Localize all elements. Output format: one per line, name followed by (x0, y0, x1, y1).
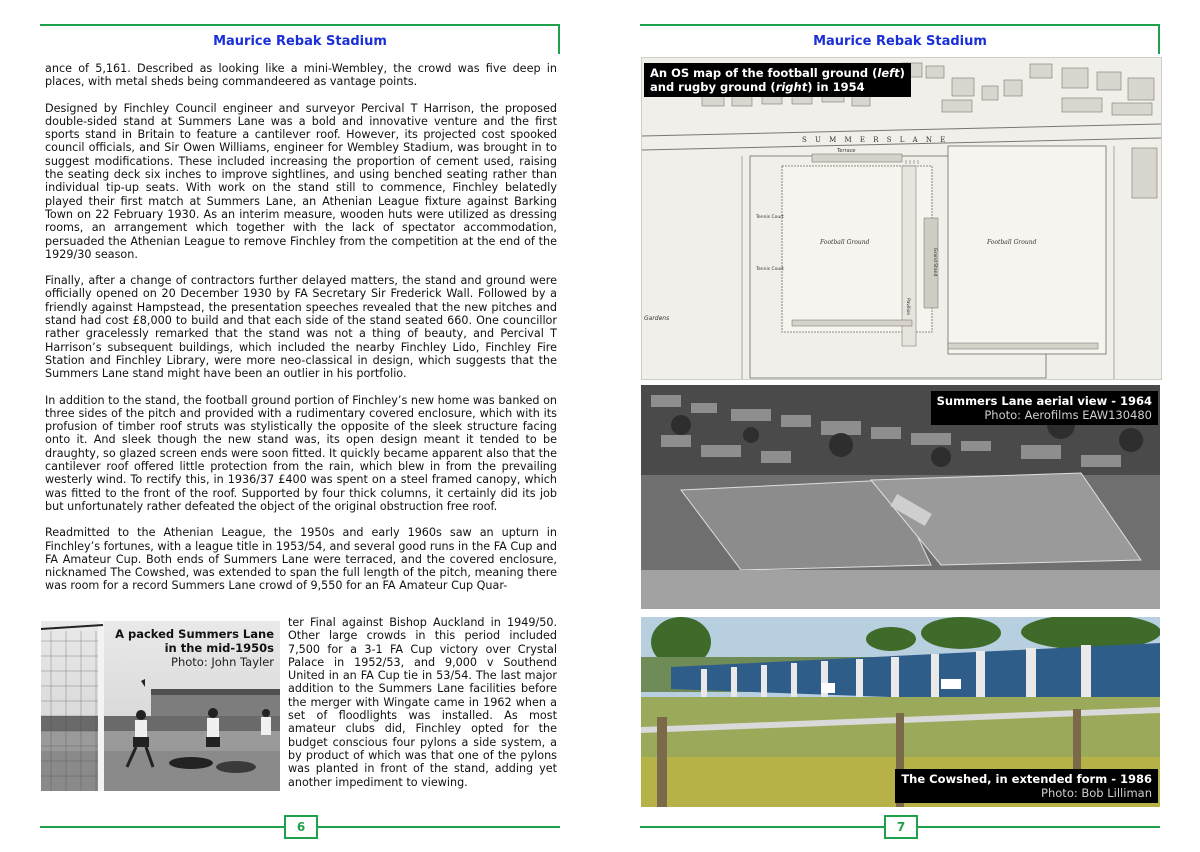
page-number: 6 (284, 815, 318, 839)
article-body (45, 62, 557, 606)
crowd-photo-caption (114, 627, 274, 669)
crowd-photo (41, 621, 280, 791)
os-map (641, 57, 1162, 380)
map-pavilion-label: Pavilion (905, 298, 910, 316)
cowshed-caption (895, 769, 1158, 803)
caption-credit: Photo: Aerofilms EAW130480 (984, 408, 1152, 422)
map-gardens-label: Gardens (644, 315, 670, 322)
caption-text: right (775, 80, 808, 94)
page-header-title: Maurice Rebak Stadium (813, 34, 987, 49)
right-page (600, 0, 1200, 852)
cowshed-photo (641, 617, 1160, 807)
paragraph: Designed by Finchley Council engineer and surveyor Percival T Harrison, the proposed double-sided stand at Summers Lane was a bold and innovative venture and the first sports stand in Britain to feature a cantilever roof. However, its projected cost spooked council officials, and Sir Owen Williams, engineer for Wembley Stadium, was brought in to suggest modifications. These included increasing the proportion of cement used, raising the seating deck six inches to improve sightlines, and using benched seating rather than individual tip-up seats. With work on the stand still to commence, Finchley belatedly played their first match at Summers Lane, an Athenian League fixture against Barking Town on 22 February 1930. As an interim measure, wooden huts were utilized as dressing rooms, an arrangement which together with the lack of spectator accommodation, persuaded the Athenian League to remove Finchley from the competition at the end of the 1929/30 season. (45, 101, 557, 261)
paragraph: In addition to the stand, the football ground portion of Finchley’s new home was banked on three sides of the pitch and provided with a rudimentary covered enclosure, which with its profusion of timber roof struts was stylistically the opposite of the sleek structure facing onto it. And sleek though the new stand was, its open design meant it tended to be draughty, so glazed screen ends were soon fitted. It quickly became apparent also that the cantilever roof offered little protection from the rain, which blew in from the prevailing westerly wind. To rectify this, in 1936/37 £400 was spent on a steel framed canopy, which was fitted to the front of the roof. Supported by four thick columns, it certainly did its job but unfortunately rather defeated the object of the original obstruction free roof. (45, 393, 557, 513)
page-header-title: Maurice Rebak Stadium (213, 34, 387, 49)
caption-text: and rugby ground ( (650, 80, 776, 94)
caption-text: ) (899, 66, 905, 80)
caption-title: The Cowshed, in extended form - 1986 (901, 772, 1152, 786)
map-road-label: S U M M E R S L A N E (802, 136, 949, 144)
map-ground-label: Football Ground (987, 239, 1037, 246)
caption-text: ) in 1954 (807, 80, 865, 94)
wrapped-paragraph: ter Final against Bishop Auckland in 1949/50. Other large crowds in this period included 7,500 for a 3-1 FA Cup victory over Crystal Palace in 1952/53, and 9,000 v Southend United in an FA Cup tie in 53/54. The last major addition to the Summers Lane facilities before the merger with Wingate came in 1962 when a set of floodlights was installed. As most amateur clubs did, Finchley opted for the budget conscious four pylons a side system, a by product of which was that one of the pylons was planted in front of the stand, adding yet another impediment to viewing. (288, 616, 557, 789)
map-ground-label: Football Ground (820, 239, 870, 246)
caption-credit: Photo: Bob Lilliman (1041, 786, 1152, 800)
caption-title: Summers Lane aerial view - 1964 (936, 394, 1152, 408)
os-map-graphic (642, 58, 1161, 379)
caption-title: in the mid-1950s (164, 641, 274, 655)
paragraph: ance of 5,161. Described as looking like a mini-Wembley, the crowd was five deep in places, with metal sheds being commandeered as vantage points. (45, 62, 557, 89)
map-caption (644, 63, 911, 97)
page-number: 7 (884, 815, 918, 839)
map-tennis-label: Tennis Court (756, 215, 784, 220)
caption-text: An OS map of the football ground ( (650, 66, 878, 80)
header-rule (640, 24, 1160, 26)
paragraph: Readmitted to the Athenian League, the 1950s and early 1960s saw an upturn in Finchley’s fortunes, with a league title in 1953/54, and several good runs in the FA Cup and FA Amateur Cup. Both ends of Summers Lane were terraced, and the covered enclosure, nicknamed The Cowshed, was extended to span the full length of the pitch, meaning there was room for a record Summers Lane crowd of 9,550 for an FA Amateur Cup Quar- (45, 526, 557, 593)
aerial-photo (641, 385, 1160, 609)
header-rule (40, 24, 560, 26)
caption-title: A packed Summers Lane (115, 627, 274, 641)
map-tennis-label: Tennis Court (756, 267, 784, 272)
paragraph: Finally, after a change of contractors further delayed matters, the stand and ground were officially opened on 20 December 1930 by FA Secretary Sir Frederick Wall. Followed by a friendly against Hampstead, the presentation speeches revealed that the new pitches and stand had cost £8,000 to build and that each side of the stand seated 660. One councillor rather gracelessly remarked that the stand was not a thing of beauty, and Percival T Harrison’s subsequent buildings, which included the nearby Finchley Lido, Finchley Fire Station and Finchley Library, were more neo-classical in design, which suggests that the Summers Lane stand might have been an outlier in his portfolio. (45, 274, 557, 381)
aerial-caption (931, 391, 1158, 425)
map-stand-label: Grand Stand (932, 248, 937, 277)
caption-text: left (877, 66, 900, 80)
caption-credit: Photo: John Tayler (171, 655, 274, 669)
map-terrace-label: Terrace (837, 148, 856, 154)
